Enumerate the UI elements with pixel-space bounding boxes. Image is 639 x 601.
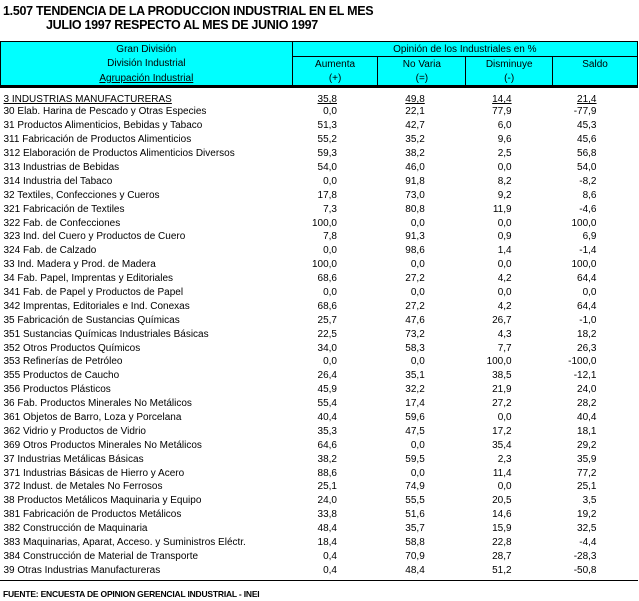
no-varia-value: 59,5 (405, 453, 425, 465)
no-varia-value: 27,2 (405, 300, 425, 312)
no-varia-value: 27,2 (405, 273, 425, 285)
disminuye-value: 0,9 (497, 231, 512, 243)
industry-name: 383 Maquinarias, Aparat, Acceso. y Suministros Eléctr. (3, 537, 246, 549)
disminuye-value: 9,6 (497, 134, 512, 146)
aumenta-value: 54,0 (317, 162, 337, 173)
aumenta-value: 18,4 (317, 537, 337, 549)
saldo-value: -77,9 (573, 106, 597, 118)
industry-name: 353 Refinerías de Petróleo (3, 356, 123, 368)
header-saldo: Saldo (553, 57, 638, 72)
saldo-value: 21,4 (577, 94, 597, 105)
industry-name: 34 Fab. Papel, Imprentas y Editoriales (3, 273, 174, 285)
disminuye-value: 20,5 (492, 495, 512, 507)
industry-name: 362 Vidrio y Productos de Vidrio (3, 425, 146, 437)
saldo-value: 77,2 (577, 467, 597, 479)
no-varia-value: 49,8 (405, 94, 425, 105)
table-row (1, 244, 638, 258)
table-row (1, 411, 638, 425)
aumenta-value: 34,0 (317, 342, 337, 354)
no-varia-value: 73,2 (405, 328, 425, 340)
industry-name: 31 Productos Alimenticios, Bebidas y Tabaco (3, 120, 203, 132)
aumenta-value: 26,4 (317, 370, 337, 382)
table-row (1, 355, 638, 369)
no-varia-value: 32,2 (405, 384, 425, 396)
industry-name: 321 Fabricación de Textiles (3, 203, 125, 215)
industry-name: 312 Elaboración de Productos Alimenticios Diversos (3, 148, 235, 160)
disminuye-value: 4,2 (497, 273, 512, 285)
no-varia-value: 35,1 (405, 370, 425, 382)
no-varia-value: 51,6 (405, 509, 425, 521)
table-subtitle: JULIO 1997 RESPECTO AL MES DE JUNIO 1997 (46, 18, 318, 32)
table-row (1, 299, 638, 313)
no-varia-value: 91,8 (405, 175, 425, 187)
disminuye-value: 14,4 (492, 94, 512, 105)
industry-name: 355 Productos de Caucho (3, 370, 120, 382)
disminuye-value: 15,9 (492, 523, 512, 535)
saldo-value: 19,2 (577, 509, 597, 521)
industry-name: 361 Objetos de Barro, Loza y Porcelana (3, 412, 182, 424)
table-row (1, 522, 638, 536)
disminuye-value: 7,7 (497, 342, 512, 354)
industry-name: 369 Otros Productos Minerales No Metálicos (3, 439, 202, 451)
table-row (1, 438, 638, 452)
aumenta-value: 55,4 (317, 398, 337, 410)
industry-name: 351 Sustancias Químicas Industriales Básicas (3, 328, 209, 340)
industry-name: 314 Industria del Tabaco (3, 175, 113, 187)
table-row (1, 147, 638, 161)
aumenta-value: 100,0 (311, 259, 337, 271)
no-varia-value: 80,8 (405, 203, 425, 215)
industry-name: 382 Construcción de Maquinaria (3, 523, 148, 535)
industry-name: 323 Ind. del Cuero y Productos de Cuero (3, 231, 186, 243)
aumenta-value: 7,8 (323, 231, 337, 243)
saldo-value: 54,0 (577, 162, 597, 173)
saldo-value: 3,5 (582, 495, 597, 507)
disminuye-value: 0,0 (497, 162, 512, 173)
aumenta-value: 68,6 (317, 300, 337, 312)
aumenta-value: 64,6 (317, 439, 337, 451)
industry-name: 30 Elab. Harina de Pescado y Otras Especies (3, 106, 207, 118)
no-varia-value: 17,4 (405, 398, 425, 410)
aumenta-value: 24,0 (317, 495, 337, 507)
disminuye-value: 21,9 (492, 384, 512, 396)
no-varia-value: 0,0 (410, 217, 425, 229)
no-varia-value: 70,9 (405, 550, 425, 562)
saldo-value: 28,2 (577, 398, 597, 410)
no-varia-value: 58,8 (405, 537, 425, 549)
industry-name: 39 Otras Industrias Manufactureras (3, 564, 161, 576)
disminuye-value: 0,0 (497, 481, 512, 493)
disminuye-value: 2,5 (497, 148, 512, 160)
disminuye-value: 0,0 (497, 259, 512, 271)
saldo-value: -8,2 (579, 175, 597, 187)
table-row (1, 550, 638, 564)
saldo-value: 45,6 (577, 134, 597, 146)
industry-name: 311 Fabricación de Productos Alimenticios (3, 134, 192, 146)
disminuye-value: 0,0 (497, 287, 512, 299)
table-row (1, 286, 638, 300)
industry-name: 36 Fab. Productos Minerales No Metálicos (3, 398, 192, 410)
bottom-divider (0, 580, 638, 581)
table-row (1, 188, 638, 202)
no-varia-value: 0,0 (410, 439, 425, 451)
table-row (1, 397, 638, 411)
industry-name: 38 Productos Metálicos Maquinaria y Equipo (3, 495, 202, 507)
no-varia-value: 0,0 (410, 467, 425, 479)
saldo-value: 26,3 (577, 342, 597, 354)
saldo-value: 29,2 (577, 439, 597, 451)
table-row (1, 105, 638, 119)
no-varia-value: 46,0 (405, 162, 425, 173)
disminuye-value: 100,0 (486, 356, 512, 368)
industry-name: 322 Fab. de Confecciones (3, 217, 121, 229)
aumenta-value: 51,3 (317, 120, 337, 132)
table-row (1, 341, 638, 355)
saldo-value: 100,0 (571, 259, 597, 271)
saldo-value: -1,4 (579, 245, 597, 257)
saldo-value: -50,8 (573, 564, 597, 576)
header-saldo-sign (553, 71, 638, 87)
saldo-value: 100,0 (571, 217, 597, 229)
table-row (1, 258, 638, 272)
table-row (1, 424, 638, 438)
saldo-value: 64,4 (577, 300, 597, 312)
table-row (1, 216, 638, 230)
disminuye-value: 51,2 (492, 564, 512, 576)
disminuye-value: 26,7 (492, 314, 512, 326)
table-row (1, 313, 638, 327)
no-varia-value: 35,7 (405, 523, 425, 535)
disminuye-value: 77,9 (492, 106, 512, 118)
disminuye-value: 4,2 (497, 300, 512, 312)
aumenta-value: 25,1 (317, 481, 337, 493)
no-varia-value: 22,1 (405, 106, 425, 118)
no-varia-value: 91,3 (405, 231, 425, 243)
header-disminuye-sign: (-) (466, 71, 553, 87)
saldo-value: 40,4 (577, 412, 597, 424)
saldo-value: 32,5 (577, 523, 597, 535)
table-row (1, 480, 638, 494)
industry-name: 371 Industrias Básicas de Hierro y Acero (3, 467, 185, 479)
industry-name: 37 Industrias Metálicas Básicas (3, 453, 144, 465)
saldo-value: 45,3 (577, 120, 597, 132)
no-varia-value: 48,4 (405, 564, 425, 576)
no-varia-value: 73,0 (405, 189, 425, 201)
no-varia-value: 0,0 (410, 259, 425, 271)
aumenta-value: 38,2 (317, 453, 337, 465)
table-title: 1.507 TENDENCIA DE LA PRODUCCION INDUSTRIAL EN EL MES (3, 4, 374, 18)
table-row (1, 466, 638, 480)
header-no-varia-sign: (=) (378, 71, 466, 87)
aumenta-value: 0,0 (323, 356, 337, 368)
header-agrupacion-industrial: Agrupación Industrial (1, 71, 293, 87)
header-no-varia: No Varia (378, 57, 466, 72)
industry-name: 352 Otros Productos Químicos (3, 342, 141, 354)
disminuye-value: 1,4 (497, 245, 512, 257)
disminuye-value: 11,4 (492, 467, 512, 479)
industry-name: 356 Productos Plásticos (3, 384, 111, 396)
table-row (1, 119, 638, 133)
aumenta-value: 25,7 (317, 314, 337, 326)
disminuye-value: 11,9 (492, 203, 512, 215)
industrial-trend-table (0, 41, 638, 577)
no-varia-value: 58,3 (405, 342, 425, 354)
table-row (1, 272, 638, 286)
saldo-value: 18,1 (577, 425, 597, 437)
industry-name: 324 Fab. de Calzado (3, 245, 97, 257)
table-row (1, 536, 638, 550)
saldo-value: -100,0 (568, 356, 597, 368)
disminuye-value: 35,4 (492, 439, 512, 451)
table-row (1, 161, 638, 175)
no-varia-value: 98,6 (405, 245, 425, 257)
disminuye-value: 0,0 (497, 217, 512, 229)
industry-name: 35 Fabricación de Sustancias Químicas (3, 314, 180, 326)
disminuye-value: 38,5 (492, 370, 512, 382)
no-varia-value: 59,6 (405, 412, 425, 424)
table-row (1, 133, 638, 147)
industry-name: 33 Ind. Madera y Prod. de Madera (3, 259, 156, 271)
header-disminuye: Disminuye (466, 57, 553, 72)
disminuye-value: 28,7 (492, 550, 512, 562)
industry-name: 384 Construcción de Material de Transporte (3, 550, 199, 562)
industry-name: 381 Fabricación de Productos Metálicos (3, 509, 182, 521)
aumenta-value: 22,5 (317, 328, 337, 340)
industry-name: 32 Textiles, Confecciones y Cueros (3, 189, 160, 201)
saldo-value: -4,6 (579, 203, 597, 215)
disminuye-value: 8,2 (497, 175, 512, 187)
industry-name: 313 Industrias de Bebidas (3, 162, 120, 173)
no-varia-value: 74,9 (405, 481, 425, 493)
no-varia-value: 0,0 (410, 356, 425, 368)
saldo-value: -4,4 (579, 537, 597, 549)
disminuye-value: 9,2 (497, 189, 512, 201)
disminuye-value: 17,2 (492, 425, 512, 437)
aumenta-value: 55,2 (317, 134, 337, 146)
header-opinion-group: Opinión de los Industriales en % (292, 42, 637, 57)
header-aumenta-sign: (+) (292, 71, 378, 87)
no-varia-value: 35,2 (405, 134, 425, 146)
no-varia-value: 47,6 (405, 314, 425, 326)
disminuye-value: 14,6 (492, 509, 512, 521)
table-row-total (1, 87, 638, 106)
table-row (1, 383, 638, 397)
saldo-value: 18,2 (577, 328, 597, 340)
aumenta-value: 48,4 (317, 523, 337, 535)
aumenta-value: 0,0 (323, 106, 337, 118)
saldo-value: 56,8 (577, 148, 597, 160)
table-row (1, 508, 638, 522)
no-varia-value: 55,5 (405, 495, 425, 507)
aumenta-value: 0,0 (323, 287, 337, 299)
saldo-value: 64,4 (577, 273, 597, 285)
saldo-value: -28,3 (573, 550, 597, 562)
disminuye-value: 4,3 (497, 328, 512, 340)
table-row (1, 563, 638, 577)
disminuye-value: 22,8 (492, 537, 512, 549)
table-row (1, 327, 638, 341)
saldo-value: 35,9 (577, 453, 597, 465)
aumenta-value: 45,9 (317, 384, 337, 396)
aumenta-value: 35,3 (317, 425, 337, 437)
disminuye-value: 0,0 (497, 412, 512, 424)
no-varia-value: 42,7 (405, 120, 425, 132)
saldo-value: -1,0 (579, 314, 597, 326)
source-note: FUENTE: ENCUESTA DE OPINION GERENCIAL INDUSTRIAL - INEI (3, 589, 260, 599)
table-row (1, 202, 638, 216)
no-varia-value: 0,0 (410, 287, 425, 299)
industry-name: 341 Fab. de Papel y Productos de Papel (3, 287, 184, 299)
saldo-value: 0,0 (582, 287, 597, 299)
aumenta-value: 35,8 (317, 94, 337, 105)
table-row (1, 174, 638, 188)
table-row (1, 230, 638, 244)
disminuye-value: 2,3 (497, 453, 512, 465)
aumenta-value: 0,4 (323, 564, 337, 576)
header-division-industrial: División Industrial (1, 57, 293, 72)
aumenta-value: 40,4 (317, 412, 337, 424)
saldo-value: 6,9 (582, 231, 597, 243)
aumenta-value: 17,8 (317, 189, 337, 201)
disminuye-value: 6,0 (497, 120, 512, 132)
table-row (1, 494, 638, 508)
disminuye-value: 27,2 (492, 398, 512, 410)
aumenta-value: 7,3 (323, 203, 337, 215)
table-row (1, 369, 638, 383)
header-aumenta: Aumenta (292, 57, 378, 72)
saldo-value: 8,6 (582, 189, 597, 201)
aumenta-value: 0,4 (323, 550, 337, 562)
aumenta-value: 0,0 (323, 175, 337, 187)
no-varia-value: 38,2 (405, 148, 425, 160)
aumenta-value: 0,0 (323, 245, 337, 257)
aumenta-value: 68,6 (317, 273, 337, 285)
saldo-value: 25,1 (577, 481, 597, 493)
industry-name: 372 Indust. de Metales No Ferrosos (3, 481, 163, 493)
table-row (1, 452, 638, 466)
aumenta-value: 33,8 (317, 509, 337, 521)
saldo-value: 24,0 (577, 384, 597, 396)
industry-name: 342 Imprentas, Editoriales e Ind. Conexas (3, 300, 190, 312)
aumenta-value: 88,6 (317, 467, 337, 479)
industry-name: 3 INDUSTRIAS MANUFACTURERAS (3, 94, 172, 105)
aumenta-value: 100,0 (311, 217, 337, 229)
saldo-value: -12,1 (573, 370, 597, 382)
no-varia-value: 47,5 (405, 425, 425, 437)
header-gran-division: Gran División (1, 42, 293, 57)
aumenta-value: 59,3 (317, 148, 337, 160)
